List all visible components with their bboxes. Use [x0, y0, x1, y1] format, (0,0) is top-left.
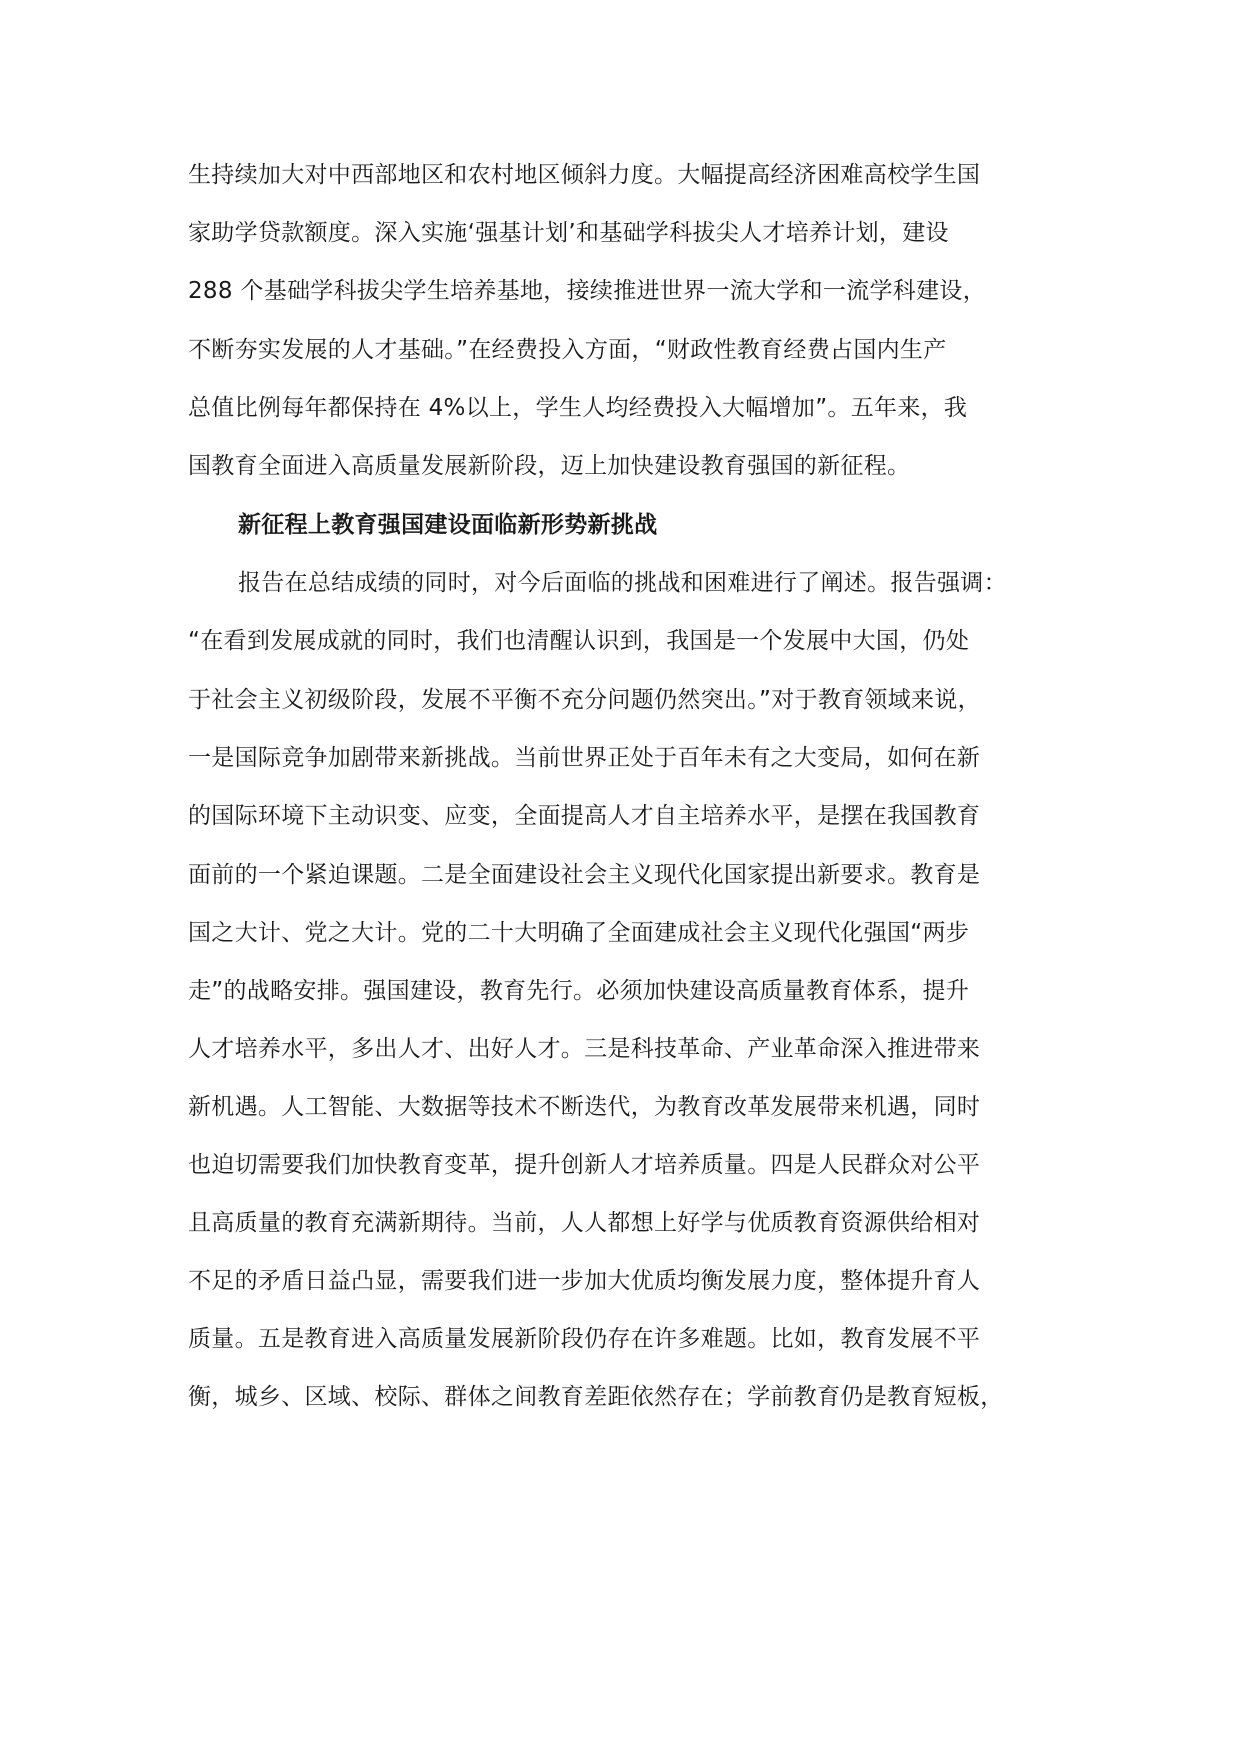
text-line: 质量。五是教育进入高质量发展新阶段仍存在许多难题。比如，教育发展不平 — [188, 1326, 981, 1352]
text-line: 报告在总结成绩的同时，对今后面临的挑战和困难进行了阐述。报告强调： — [238, 570, 1007, 596]
text-line: 走”的战略安排。强国建设，教育先行。必须加快建设高质量教育体系，提升 — [188, 978, 970, 1004]
text-line: 人才培养水平，多出人才、出好人才。三是科技革命、产业革命深入推进带来 — [188, 1036, 981, 1062]
text-line: 且高质量的教育充满新期待。当前，人人都想上好学与优质教育资源供给相对 — [188, 1210, 981, 1236]
text-line: 于社会主义初级阶段，发展不平衡不充分问题仍然突出。”对于教育领域来说， — [188, 687, 981, 713]
text-line: 不足的矛盾日益凸显，需要我们进一步加大优质均衡发展力度，整体提升育人 — [188, 1268, 981, 1294]
text-line: 家助学贷款额度。深入实施‘强基计划’和基础学科拔尖人才培养计划，建设 — [188, 220, 949, 246]
section-heading: 新征程上教育强国建设面临新形势新挑战 — [238, 512, 658, 538]
text-line: 衡，城乡、区域、校际、群体之间教育差距依然存在；学前教育仍是教育短板， — [188, 1384, 1004, 1410]
text-line: 总值比例每年都保持在 4%以上，学生人均经费投入大幅增加”。五年来，我 — [188, 395, 968, 421]
text-line: 国教育全面进入高质量发展新阶段，迈上加快建设教育强国的新征程。 — [188, 453, 911, 479]
text-line: 生持续加大对中西部地区和农村地区倾斜力度。大幅提高经济困难高校学生国 — [188, 162, 981, 188]
text-line: 一是国际竞争加剧带来新挑战。当前世界正处于百年未有之大变局，如何在新 — [188, 745, 981, 771]
text-line: 不断夯实发展的人才基础。”在经费投入方面，“财政性教育经费占国内生产 — [188, 337, 947, 363]
text-line: 面前的一个紧迫课题。二是全面建设社会主义现代化国家提出新要求。教育是 — [188, 862, 981, 888]
text-line: 的国际环境下主动识变、应变，全面提高人才自主培养水平，是摆在我国教育 — [188, 803, 981, 829]
text-line: 288 个基础学科拔尖学生培养基地，接续推进世界一流大学和一流学科建设， — [188, 278, 987, 304]
text-line: 也迫切需要我们加快教育变革，提升创新人才培养质量。四是人民群众对公平 — [188, 1152, 981, 1178]
text-line: “在看到发展成就的同时，我们也清醒认识到，我国是一个发展中大国，仍处 — [188, 628, 970, 654]
text-line: 新机遇。人工智能、大数据等技术不断迭代，为教育改革发展带来机遇，同时 — [188, 1094, 981, 1120]
text-line: 国之大计、党之大计。党的二十大明确了全面建成社会主义现代化强国“两步 — [188, 920, 970, 946]
